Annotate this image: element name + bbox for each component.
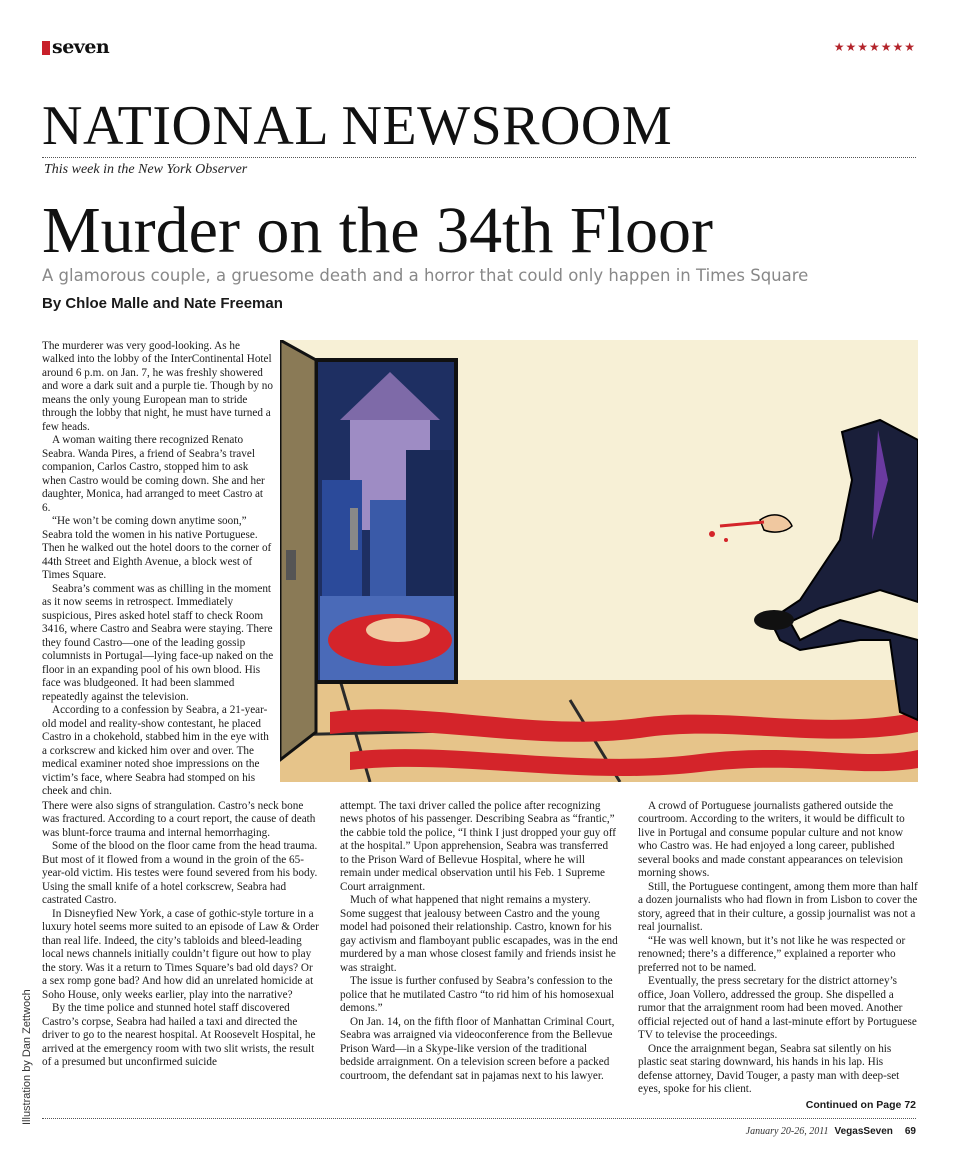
paragraph: “He was well known, but it’s not like he was respected or renowned; there’s a difference,” explained a reporter who preferred not to be named.: [638, 934, 906, 974]
article-column-3: [638, 800, 918, 1097]
paragraph: Still, the Portuguese contingent, among them more than half a dozen journalists who had flown in from Lisbon to cover the story, agreed that in their culture, a gossip journalist was not a real journalist.: [638, 880, 918, 934]
brand-logo: [42, 38, 109, 57]
paragraph: Once the arraignment began, Seabra sat silently on his plastic seat staring downward, his hands in his lap. His defense attorney, David Touger, a pasty man with deep-set eyes, spoke for his client.: [638, 1042, 900, 1096]
article-column-2: [340, 800, 618, 1083]
paragraph: There were also signs of strangulation. Castro’s neck bone was fractured. According to a court report, the cause of death was blunt-force trauma and internal hemorrhaging.: [42, 800, 316, 839]
page-footer: [746, 1126, 916, 1137]
issue-date: January 20-26, 2011: [745, 1126, 829, 1137]
article-deck: A glamorous couple, a gruesome death and a horror that could only happen in Times Square: [42, 266, 809, 285]
crime-scene-illustration: [280, 340, 918, 782]
continued-on-page-link[interactable]: Continued on Page 72: [805, 1099, 916, 1111]
star-rating-icons: ★★★★★★★: [833, 40, 916, 54]
paragraph: The issue is further confused by Seabra’s confession to the police that he mutilated Castro “to rid him of his homosexual demons.”: [340, 975, 615, 1015]
paragraph: Seabra’s comment was as chilling in the moment as it now seems in retrospect. Immediately suspicious, Pires asked hotel staff to check Room 3416, where Castro and Seabra were staying. There they found Castro—one of the leading gossip columnists in Portugal—lying face-up naked on the floor in an expanding pool of his own blood. His face was bludgeoned. It had been slammed repeatedly against the television.: [42, 582, 274, 703]
section-title: NATIONAL NEWSROOM: [42, 95, 673, 157]
brand-bar-mark: [42, 41, 50, 55]
paragraph: In Disneyfied New York, a case of gothic-style torture in a luxury hotel seems more suited to an episode of Law & Order than real life. Indeed, the city’s tabloids and bleed-leading local news channels initially couldn’t figure out how to play the story. Was it a return to Times Square’s bad old days? Or a sex romp gone bad? And how did an unrelated homicide at Soho House, only weeks earlier, play into the narrative?: [42, 907, 319, 1001]
paragraph: attempt. The taxi driver called the police after recognizing news photos of his passenger. Describing Seabra as “frantic,” the cabbie told the police, “I think I just dropped your guy off at the hospital.” Upon apprehension, Seabra was transferred to the Prison Ward of Bellevue Hospital, where he will remain under medical observation until his Feb. 1 Supreme Court arraignment.: [340, 800, 616, 893]
page-number: 69: [904, 1126, 916, 1137]
section-subtitle: This week in the New York Observer: [44, 162, 248, 177]
brand-name: seven: [52, 36, 110, 58]
paragraph: Much of what happened that night remains a mystery. Some suggest that jealousy between Castro and the young model had poisoned their relationship. Castro, known for his gay activism and flamboyant public escapades, was in the end murdered by a man whose closest family and friends insist he was straight.: [340, 894, 618, 974]
article-byline: By Chloe Malle and Nate Freeman: [42, 295, 283, 312]
illustration-credit: Illustration by Dan Zettwoch: [21, 989, 33, 1125]
paragraph: Some of the blood on the floor came from the head trauma. But most of it flowed from a wound in the groin of the 65-year-old victim. His testes were found severed from his body. Using the small knife of a hotel corkscrew, Seabra had castrated Castro.: [42, 840, 318, 907]
paragraph: Eventually, the press secretary for the district attorney’s office, Joan Vollero, addressed the group. She dispelled a rumor that the arraignment room had been moved. Another official rejected out of hand a last-minute effort by Portuguese TV to televise the proceedings.: [638, 975, 917, 1042]
paragraph: The murderer was very good-looking. As he walked into the lobby of the InterContinental Hotel around 6 p.m. on Jan. 7, he was freshly showered and wore a dark suit and a purple tie. Though by no means the only young European man to stride through the lobby that night, he must have turned a few heads.: [42, 340, 273, 433]
footer-divider: [42, 1118, 916, 1119]
paragraph: By the time police and stunned hotel staff discovered Castro’s corpse, Seabra had hailed a taxi and directed the driver to go to the nearest hospital. At Roosevelt Hospital, he arrived at the emergency room with two slit wrists, the result of a presumed but unconfirmed suicide: [42, 1002, 316, 1069]
paragraph: “He won’t be coming down anytime soon,” Seabra told the women in his native Portuguese. Then he walked out the hotel doors to the corner of 44th Street and Eighth Avenue, a block west of Times Square.: [42, 515, 272, 582]
article-headline: Murder on the 34th Floor: [42, 194, 713, 267]
article-column-1-top: [42, 340, 274, 798]
paragraph: A woman waiting there recognized Renato Seabra. Wanda Pires, a friend of Seabra’s travel companion, Carlos Castro, stopped him to ask when Castro would be coming down. She and her daughter, Monica, had arranged to meet Castro at 6.: [42, 434, 265, 514]
paragraph: On Jan. 14, on the fifth floor of Manhattan Criminal Court, Seabra was arraigned via videoconference from the Bellevue Prison Ward—in a Skype-like version of the traditional bedside arraignment. On a television screen before a packed courtroom, the defendant sat in pajamas next to his lawyer.: [340, 1015, 615, 1082]
article-column-1-bottom: [42, 800, 320, 1070]
paragraph: According to a confession by Seabra, a 21-year-old model and reality-show contestant, he placed Castro in a chokehold, stabbed him in the eye with a corkscrew and kicked him over and over. The medical examiner noted shoe impressions on the victim’s face, where Seabra had stomped on his cheek and chin.: [42, 704, 269, 797]
magazine-name: VegasSeven: [834, 1126, 893, 1137]
paragraph: A crowd of Portuguese journalists gathered outside the courtroom. According to the writers, it would be difficult to live in Portugal and consume popular culture and not know who Castro was. He had enjoyed a long career, published several books and made constant appearances on television morning shows.: [638, 800, 905, 880]
section-divider: [42, 157, 916, 158]
